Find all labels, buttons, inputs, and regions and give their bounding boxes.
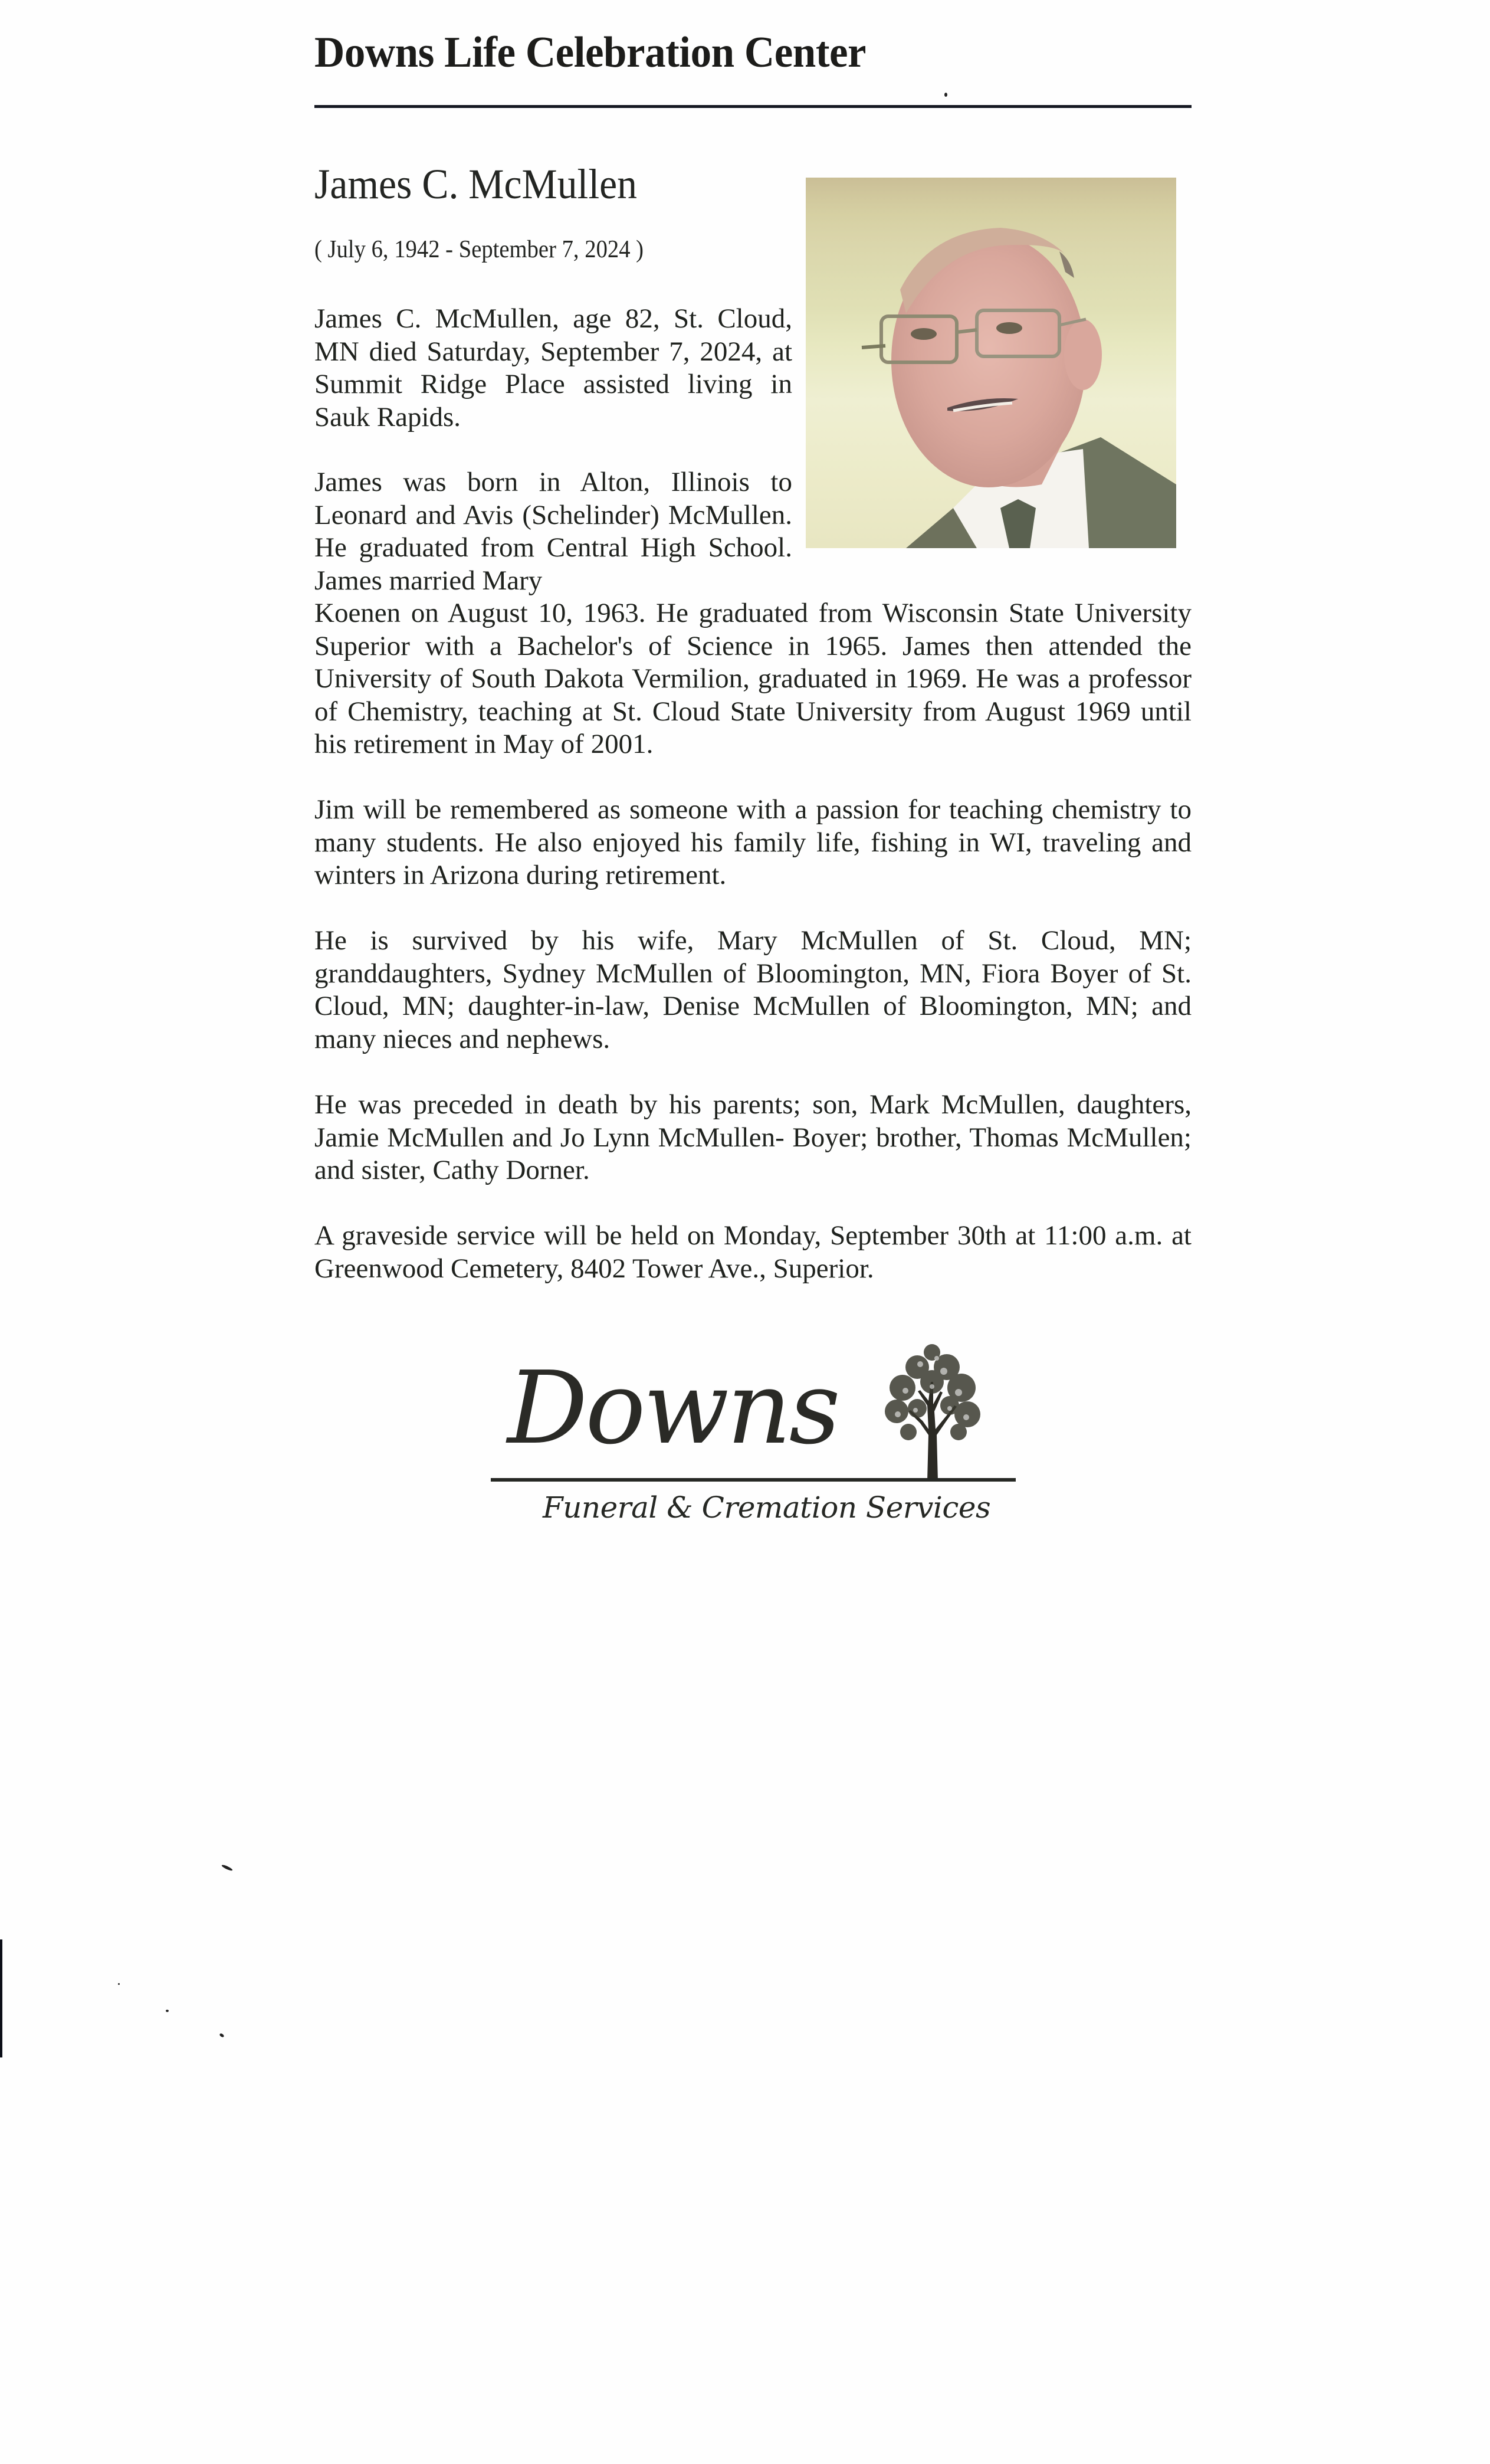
- funeral-home-logo: [484, 1335, 1015, 1535]
- obituary-paragraph-remembrance: Jim will be remembered as someone with a passion for teaching chemistry to many students. He also enjoyed his family life, fishing in WI, traveling and winters in Arizona during retirement.: [314, 794, 1192, 890]
- scan-speck: [118, 1983, 120, 1985]
- header-divider: [314, 105, 1192, 108]
- scan-speck: [221, 1864, 233, 1872]
- obituary-paragraph-death: James C. McMullen, age 82, St. Cloud, MN died Saturday, September 7, 2024, at Summit Ridge Place assisted living in Sauk Rapids.: [314, 303, 792, 432]
- life-dates: ( July 6, 1942 - September 7, 2024 ): [314, 236, 644, 263]
- portrait-photo: [806, 178, 1176, 548]
- scan-edge-mark: [0, 1939, 2, 2057]
- logo-divider: [491, 1478, 1016, 1482]
- tree-icon: [861, 1335, 1003, 1481]
- obituary-paragraph-service: A graveside service will be held on Monday, September 30th at 11:00 a.m. at Greenwood Cemetery, 8402 Tower Ave., Superior.: [314, 1220, 1192, 1284]
- obituary-paragraph-survivors: He is survived by his wife, Mary McMullen of St. Cloud, MN; granddaughters, Sydney McMullen of Bloomington, MN, Fiora Boyer of St. Cloud, MN; daughter-in-law, Denise McMullen of Bloomington, MN; and many nieces and nephews.: [314, 925, 1192, 1054]
- scan-speck: [219, 2033, 224, 2038]
- header-title: Downs Life Celebration Center: [314, 28, 867, 77]
- scan-speck: [944, 93, 947, 97]
- obituary-paragraph-preceded: He was preceded in death by his parents; son, Mark McMullen, daughters, Jamie McMullen and Jo Lynn McMullen- Boyer; brother, Thomas McMullen; and sister, Cathy Dorner.: [314, 1089, 1192, 1185]
- portrait-illustration: [806, 178, 1176, 548]
- logo-wordmark: Downs: [507, 1350, 838, 1467]
- scan-speck: [166, 2010, 169, 2012]
- obituary-paragraph-career: Koenen on August 10, 1963. He graduated from Wisconsin State University Superior with a Bachelor's of Science in 1965. James then attended the University of South Dakota Vermilion, graduated in 1969. He was a professor of Chemistry, teaching at St. Cloud State University from August 1969 until his retirement in May of 2001.: [314, 598, 1192, 759]
- logo-tagline: Funeral & Cremation Services: [543, 1490, 991, 1525]
- obituary-paragraph-early-life: James was born in Alton, Illinois to Leonard and Avis (Schelinder) McMullen. He graduated from Central High School. James married Mary: [314, 467, 792, 596]
- deceased-name: James C. McMullen: [314, 160, 638, 208]
